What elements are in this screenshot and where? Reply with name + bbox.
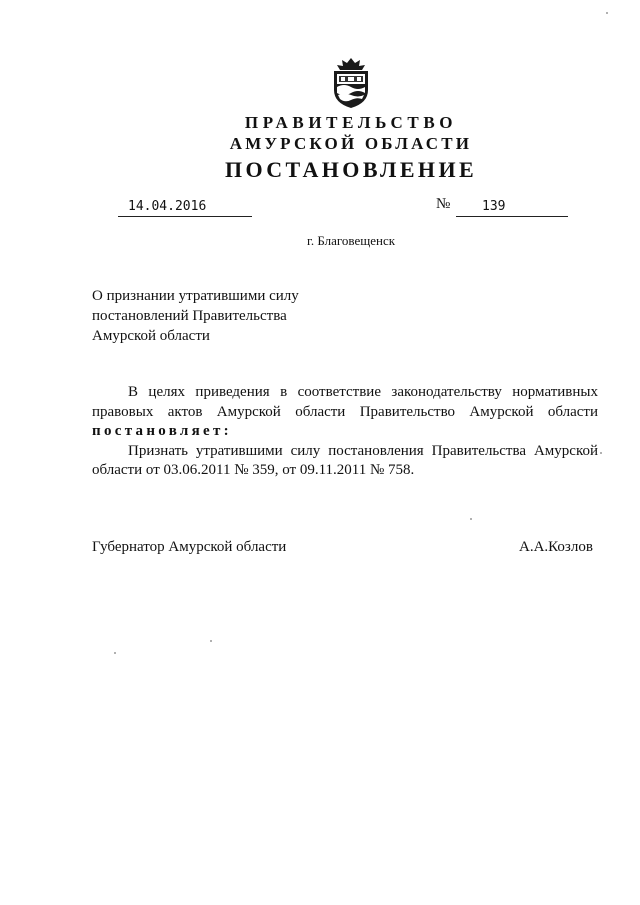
city-name: г. Благовещенск — [306, 233, 396, 248]
body-line: области от 03.06.2011 № 359, от 09.11.2011 № 758. — [92, 462, 415, 478]
body-line: В целях приведения в соответствие законодательству нормативных — [128, 384, 598, 400]
organization-name: ПРАВИТЕЛЬСТВО — [244, 113, 458, 132]
body-line: правовых актов Амурской области Правительство Амурской области — [92, 403, 598, 420]
scan-speck — [470, 518, 472, 520]
document-number: 139 — [456, 198, 568, 217]
document-type-title: ПОСТАНОВЛЕНИЕ — [224, 157, 478, 182]
subject-line: О признании утратившими силу — [92, 288, 299, 304]
scan-speck — [600, 452, 602, 454]
signatory-position: Губернатор Амурской области — [92, 539, 287, 555]
scan-speck — [606, 12, 608, 14]
number-label: № — [436, 196, 451, 212]
scan-speck — [114, 652, 116, 654]
subject-line: Амурской области — [92, 328, 210, 344]
coat-of-arms-icon — [329, 57, 373, 109]
document-body — [92, 383, 598, 481]
document-date: 14.04.2016 — [118, 198, 252, 217]
decree-keyword: постановляет: — [92, 423, 232, 439]
document-subject — [92, 286, 299, 346]
organization-region: АМУРСКОЙ ОБЛАСТИ — [229, 134, 473, 153]
signatory-name: А.А.Козлов — [519, 539, 593, 555]
scan-speck — [210, 640, 212, 642]
body-line: Признать утратившими силу постановления Правительства Амурской — [128, 442, 598, 459]
subject-line: постановлений Правительства — [92, 308, 287, 324]
